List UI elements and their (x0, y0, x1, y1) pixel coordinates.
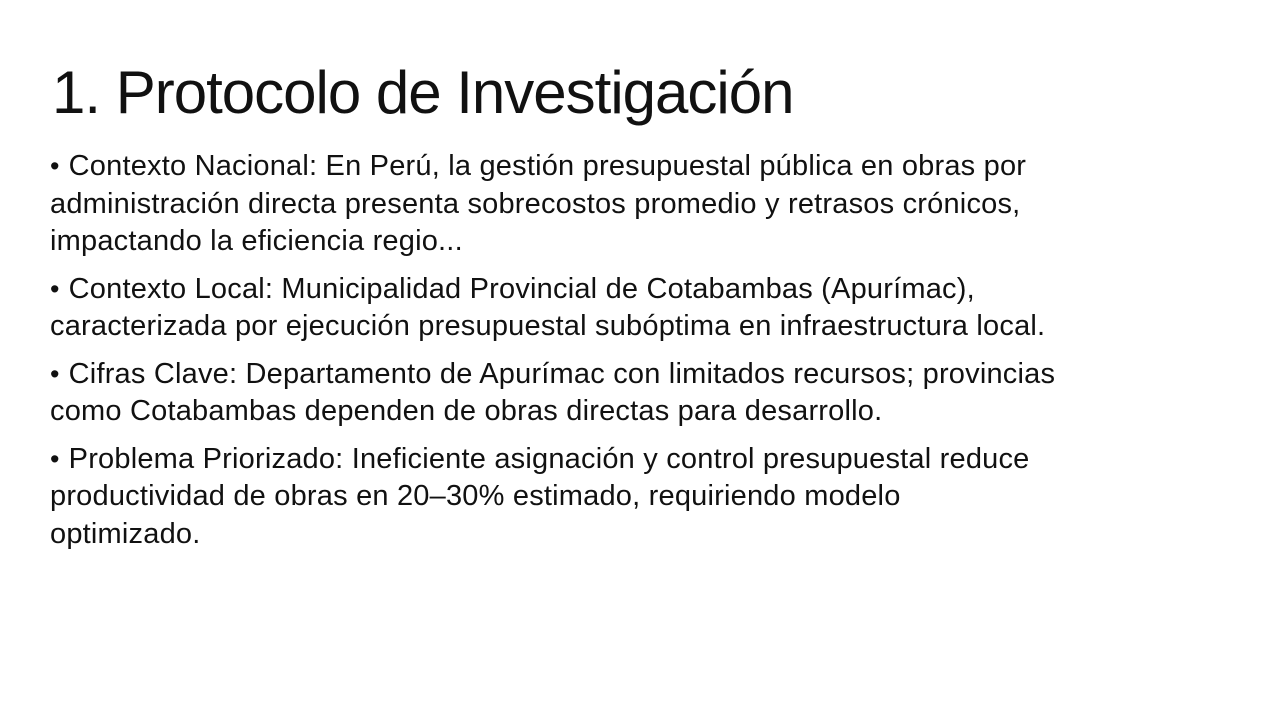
bullet-glyph: • (50, 443, 60, 474)
bullet-line: Problema Priorizado: Ineficiente asignación y control presupuestal reduce (68, 442, 1030, 475)
bullet-line: Contexto Local: Municipalidad Provincial de Cotabambas (Apurímac), (68, 272, 975, 305)
bullet-glyph: • (50, 358, 60, 389)
bullet-item (50, 148, 1240, 261)
bullet-glyph: • (50, 273, 60, 304)
slide-title: 1. Protocolo de Investigación (52, 59, 794, 126)
bullet-item (50, 441, 1240, 554)
slide-body (50, 148, 1240, 563)
bullet-line: productividad de obras en 20–30% estimado, requiriendo modelo (50, 480, 901, 512)
bullet-line: impactando la eficiencia regio... (50, 225, 463, 257)
bullet-glyph: • (50, 151, 60, 181)
bullet-item (50, 271, 1240, 346)
bullet-line: administración directa presenta sobrecostos promedio y retrasos crónicos, (50, 187, 1021, 220)
bullet-line: como Cotabambas dependen de obras directas para desarrollo. (50, 395, 883, 427)
bullet-line: optimizado. (50, 517, 201, 550)
bullet-line: Contexto Nacional: En Perú, la gestión presupuestal pública en obras por (68, 150, 1027, 182)
bullet-line: Cifras Clave: Departamento de Apurímac con limitados recursos; provincias (68, 357, 1056, 390)
bullet-line: caracterizada por ejecución presupuestal subóptima en infraestructura local. (50, 310, 1046, 342)
bullet-item (50, 356, 1240, 431)
